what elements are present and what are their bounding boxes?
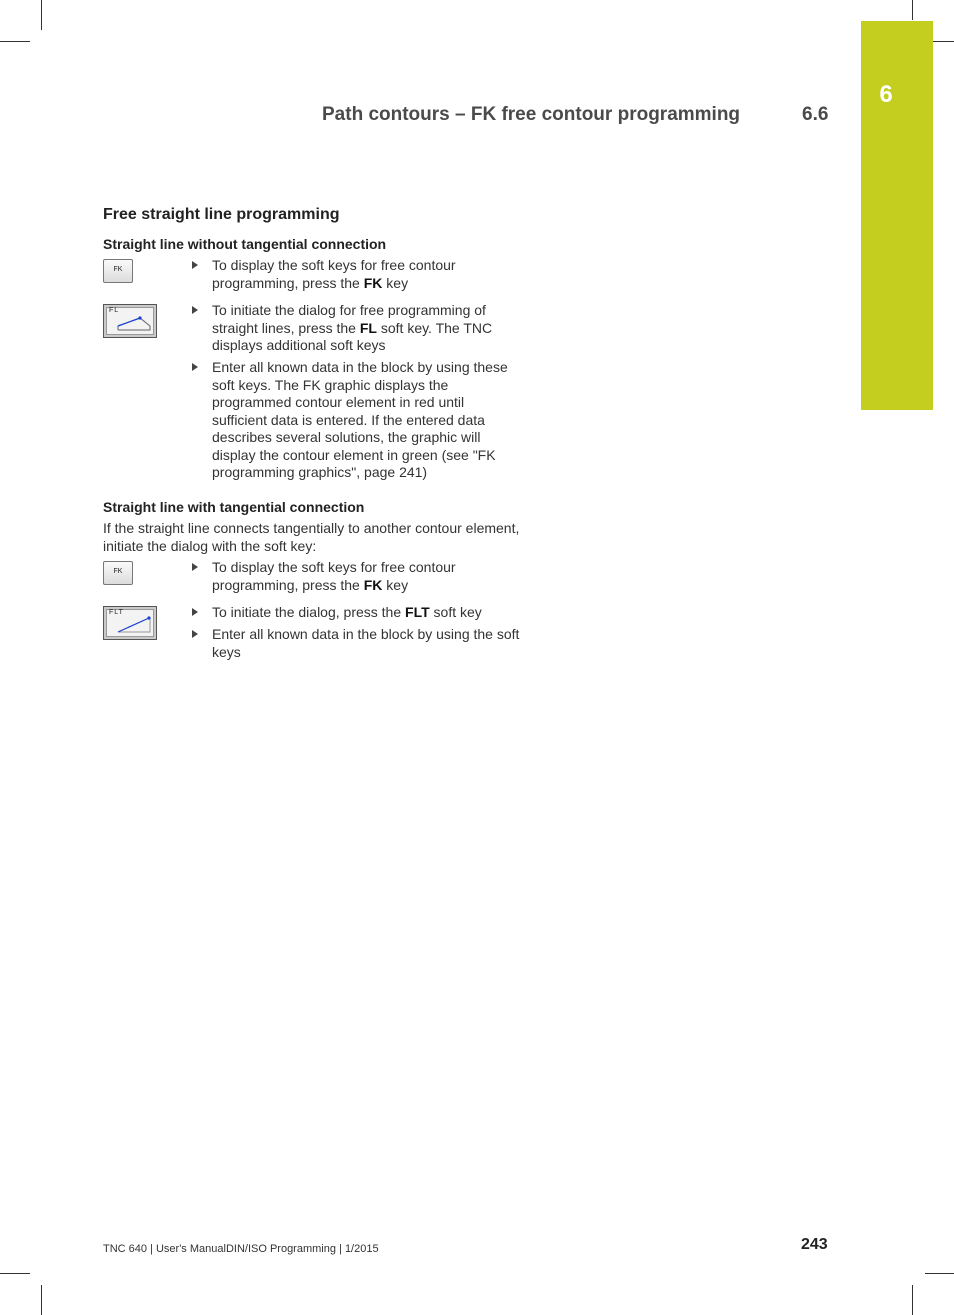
- crop-mark: [0, 1273, 30, 1274]
- arrow-right-icon: [192, 306, 198, 314]
- arrow-right-icon: [192, 363, 198, 371]
- crop-mark: [41, 0, 42, 30]
- arrow-right-icon: [192, 563, 198, 571]
- fk-key: [103, 561, 133, 585]
- flt-softkey-label: FLT: [109, 609, 124, 616]
- crop-mark: [933, 41, 954, 42]
- running-header-section: 6.6: [802, 104, 829, 125]
- section-title: Free straight line programming: [103, 206, 340, 223]
- subsection-heading-without-tangential: Straight line without tangential connection: [103, 236, 387, 252]
- step-initiate-fl: To initiate the dialog for free programming of straight lines, press the FL soft key. The TNC displays additional soft keys: [192, 302, 542, 355]
- tangential-line-icon: [104, 607, 158, 641]
- crop-mark: [41, 1285, 42, 1315]
- subsection-heading-with-tangential: Straight line with tangential connection: [103, 499, 365, 515]
- fk-key: [103, 259, 133, 283]
- step-enter-data: Enter all known data in the block by using these soft keys. The FK graphic displays the programmed contour element in red until sufficient data is entered. If the entered data describes several solutions, the graphic will display the contour element in green (see "FK programming graphics", page 241): [192, 359, 542, 482]
- footer-text: TNC 640 | User's ManualDIN/ISO Programming | 1/2015: [103, 1243, 379, 1255]
- line-contour-icon: [104, 305, 158, 339]
- arrow-right-icon: [192, 608, 198, 616]
- step-display-softkeys: To display the soft keys for free contour programming, press the FK key: [192, 559, 542, 594]
- crop-mark: [912, 1285, 913, 1315]
- arrow-right-icon: [192, 261, 198, 269]
- crop-mark: [912, 0, 913, 20]
- step-display-softkeys: To display the soft keys for free contour programming, press the FK key: [192, 257, 542, 292]
- fl-softkey: [103, 304, 157, 338]
- page-number: 243: [801, 1236, 828, 1253]
- step-enter-data-2: Enter all known data in the block by using the soft keys: [192, 626, 542, 661]
- running-header-title: Path contours – FK free contour programming: [322, 104, 741, 125]
- arrow-right-icon: [192, 630, 198, 638]
- fk-key-label: FK: [113, 568, 123, 575]
- fl-softkey-label: FL: [109, 307, 120, 314]
- step-initiate-flt: To initiate the dialog, press the FLT soft key: [192, 604, 542, 622]
- chapter-number: 6: [879, 81, 893, 108]
- chapter-tab: [861, 21, 933, 410]
- flt-softkey: [103, 606, 157, 640]
- crop-mark: [0, 41, 30, 42]
- intro-paragraph: If the straight line connects tangentially to another contour element, initiate the dialog with the soft key:: [103, 520, 520, 554]
- fk-key-label: FK: [113, 266, 123, 273]
- crop-mark: [925, 1273, 954, 1274]
